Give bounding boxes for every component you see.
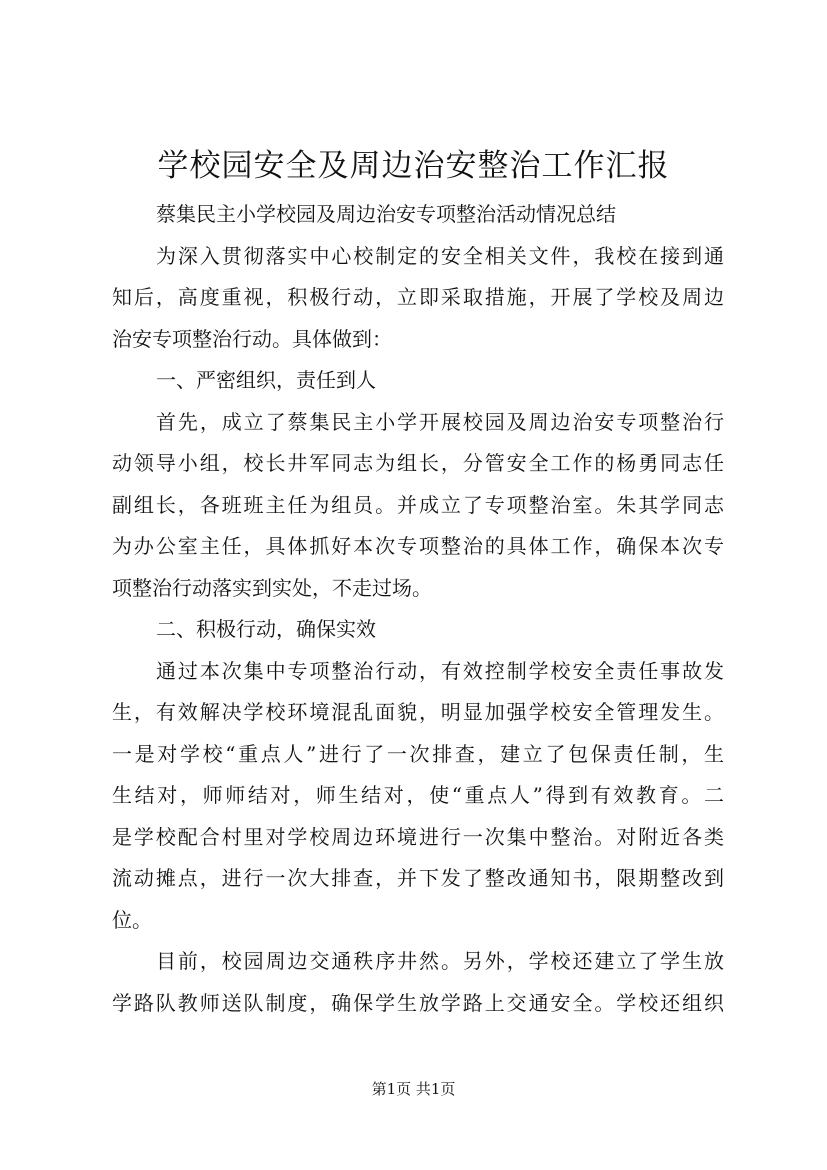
paragraph-line: 动领导小组，校长井军同志为组长，分管安全工作的杨勇同志任 (112, 451, 724, 475)
paragraph-line: 为办公室主任，具体抓好本次专项整治的具体工作，确保本次专 (112, 534, 724, 558)
subtitle-line: 蔡集民主小学校园及周边治安专项整治活动情况总结 (156, 202, 616, 226)
paragraph-line: 首先，成立了蔡集民主小学开展校园及周边治安专项整治行 (156, 409, 724, 434)
paragraph-line: 位。 (112, 907, 152, 932)
page-number-footer: 第1页 共1页 (371, 1080, 456, 1098)
paragraph-line: 知后，高度重视，积极行动，立即采取措施，开展了学校及周边 (112, 285, 724, 309)
paragraph-line: 治安专项整治行动。具体做到： (112, 326, 392, 351)
paragraph-line: 副组长，各班班主任为组员。并成立了专项整治室。朱其学同志 (112, 492, 724, 517)
paragraph-line: 项整治行动落实到实处，不走过场。 (112, 575, 432, 600)
paragraph-line: 生，有效解决学校环境混乱面貌，明显加强学校安全管理发生。 (112, 700, 724, 724)
paragraph-line: 通过本次集中专项整治行动，有效控制学校安全责任事故发 (156, 658, 724, 683)
section-heading: 二、积极行动，确保实效 (156, 617, 376, 641)
document-title: 学校园安全及周边治安整治工作汇报 (157, 148, 670, 184)
section-heading: 一、严密组织，责任到人 (156, 368, 376, 392)
paragraph-line: 学路队教师送队制度，确保学生放学路上交通安全。学校还组织 (112, 990, 724, 1015)
paragraph-line: 目前，校园周边交通秩序井然。另外，学校还建立了学生放 (156, 949, 724, 973)
paragraph-line: 一是对学校“重点人”进行了一次排查，建立了包保责任制，生 (112, 741, 724, 766)
paragraph-line: 生结对，师师结对，师生结对，使“重点人”得到有效教育。二 (112, 783, 724, 807)
paragraph-line: 为深入贯彻落实中心校制定的安全相关文件，我校在接到通 (156, 243, 724, 268)
document-body (112, 194, 724, 1024)
paragraph-line: 是学校配合村里对学校周边环境进行一次集中整治。对附近各类 (112, 824, 724, 849)
paragraph-line: 流动摊点，进行一次大排查，并下发了整改通知书，限期整改到 (112, 866, 724, 890)
